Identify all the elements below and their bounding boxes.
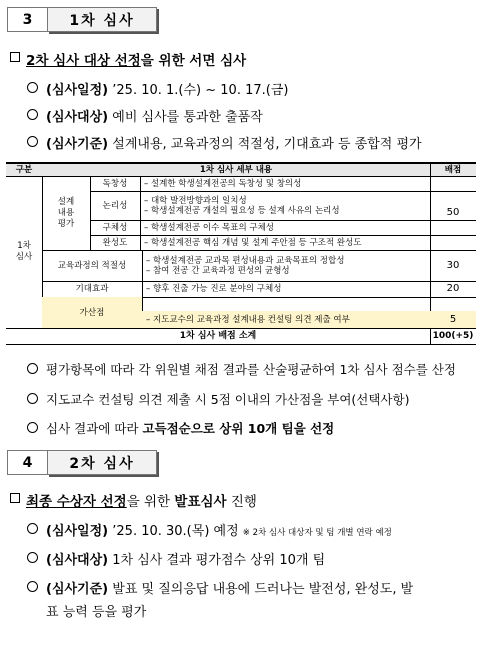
- criterion-originality: 독창성: [102, 178, 128, 189]
- header-score: 배점: [444, 164, 462, 175]
- criteria-item-2: (심사기준) 발표 및 질의응답 내용에 드러나는 발전성, 완성도, 발: [46, 582, 414, 597]
- section-3-main-bullet: 2차 심사 대상 선정을 위한 서면 심사: [26, 53, 247, 69]
- section-number: 4: [7, 450, 47, 475]
- criterion-logic: 논리성: [102, 200, 128, 211]
- criterion-logic-content: – 대학 발전방향과의 일치성 – 학생설계전공 개설의 필요성 등 설계 사유의 논리성: [144, 195, 340, 216]
- subtotal-score: 100(+5): [432, 331, 474, 341]
- expected-effect-content: – 향후 진출 가능 진로 분야의 구체성: [146, 284, 282, 294]
- section-3-heading: [7, 7, 157, 32]
- circle-bullet-icon: [27, 363, 38, 374]
- criteria-item-2-cont: 표 능력 등을 평가: [46, 605, 147, 620]
- circle-bullet-icon: [27, 393, 38, 404]
- criterion-specificity-content: – 학생설계전공 이수 목표의 구체성: [144, 222, 275, 233]
- note-bonus: 지도교수 컨설팅 의견 제출 시 5점 이내의 가산점을 부여(선택사항): [46, 392, 410, 407]
- criterion-originality-content: – 설계한 학생설계전공의 독창성 및 창의성: [144, 178, 302, 189]
- section-number: 3: [7, 7, 47, 32]
- criterion-completeness: 완성도: [102, 237, 128, 248]
- curriculum-score: 30: [446, 259, 460, 271]
- expected-effect-score: 20: [446, 283, 460, 294]
- bonus-content: – 지도교수의 교육과정 설계내용 컨설팅 의견 제출 여부: [142, 311, 430, 328]
- criterion-completeness-content: – 학생설계전공 핵심 개념 및 설계 주안점 등 구조적 완성도: [144, 237, 362, 248]
- group-label: 1차 심사: [15, 241, 33, 262]
- bonus-label: 가산점: [42, 297, 142, 328]
- criterion-specificity: 구체성: [102, 222, 128, 233]
- section-title: 2차 심사: [47, 450, 157, 475]
- target-item-2: (심사대상) 1차 심사 결과 평가점수 상위 10개 팀: [46, 553, 326, 568]
- circle-bullet-icon: [27, 581, 38, 592]
- circle-bullet-icon: [27, 422, 38, 433]
- square-bullet-icon: [10, 493, 20, 503]
- schedule-item-2: (심사일정) ’25. 10. 30.(목) 예정 ※ 2차 심사 대상자 및 팀 개별 연락 예정: [46, 524, 392, 539]
- curriculum-content: – 학생설계전공 교과목 편성내용과 교육목표의 정합성 – 참여 전공 간 교육과정 편성의 균형성: [146, 255, 345, 276]
- subtotal-label: 1차 심사 배점 소계: [179, 331, 257, 341]
- header-category: 구분: [15, 164, 33, 175]
- criteria-item: (심사기준) 설계내용, 교육과정의 적절성, 기대효과 등 종합적 평가: [46, 137, 422, 152]
- bonus-score: 5: [430, 311, 476, 328]
- design-score: 50: [446, 207, 460, 218]
- evaluation-table: [6, 162, 476, 348]
- circle-bullet-icon: [27, 109, 38, 120]
- square-bullet-icon: [10, 52, 20, 62]
- header-detail: 1차 심사 세부 내용: [199, 164, 273, 175]
- expected-effect-label: 기대효과: [75, 284, 109, 294]
- circle-bullet-icon: [27, 82, 38, 93]
- circle-bullet-icon: [27, 136, 38, 147]
- circle-bullet-icon: [27, 523, 38, 534]
- schedule-item: (심사일정) ’25. 10. 1.(수) ~ 10. 17.(금): [46, 83, 289, 98]
- curriculum-label: 교육과정의 적절성: [57, 260, 127, 271]
- section-title: 1차 심사: [47, 7, 157, 32]
- note-selection: 심사 결과에 따라 고득점순으로 상위 10개 팀을 선정: [46, 421, 335, 436]
- note-scoring: 평가항목에 따라 각 위원별 채점 결과를 산술평균하여 1차 심사 점수를 산정: [46, 362, 456, 377]
- section-4-heading: [7, 450, 157, 475]
- circle-bullet-icon: [27, 552, 38, 563]
- section-4-main-bullet: 최종 수상자 선정을 위한 발표심사 진행: [26, 494, 257, 510]
- target-item: (심사대상) 예비 심사를 통과한 출품작: [46, 110, 263, 125]
- design-eval-label: 설계 내용 평가: [57, 196, 75, 229]
